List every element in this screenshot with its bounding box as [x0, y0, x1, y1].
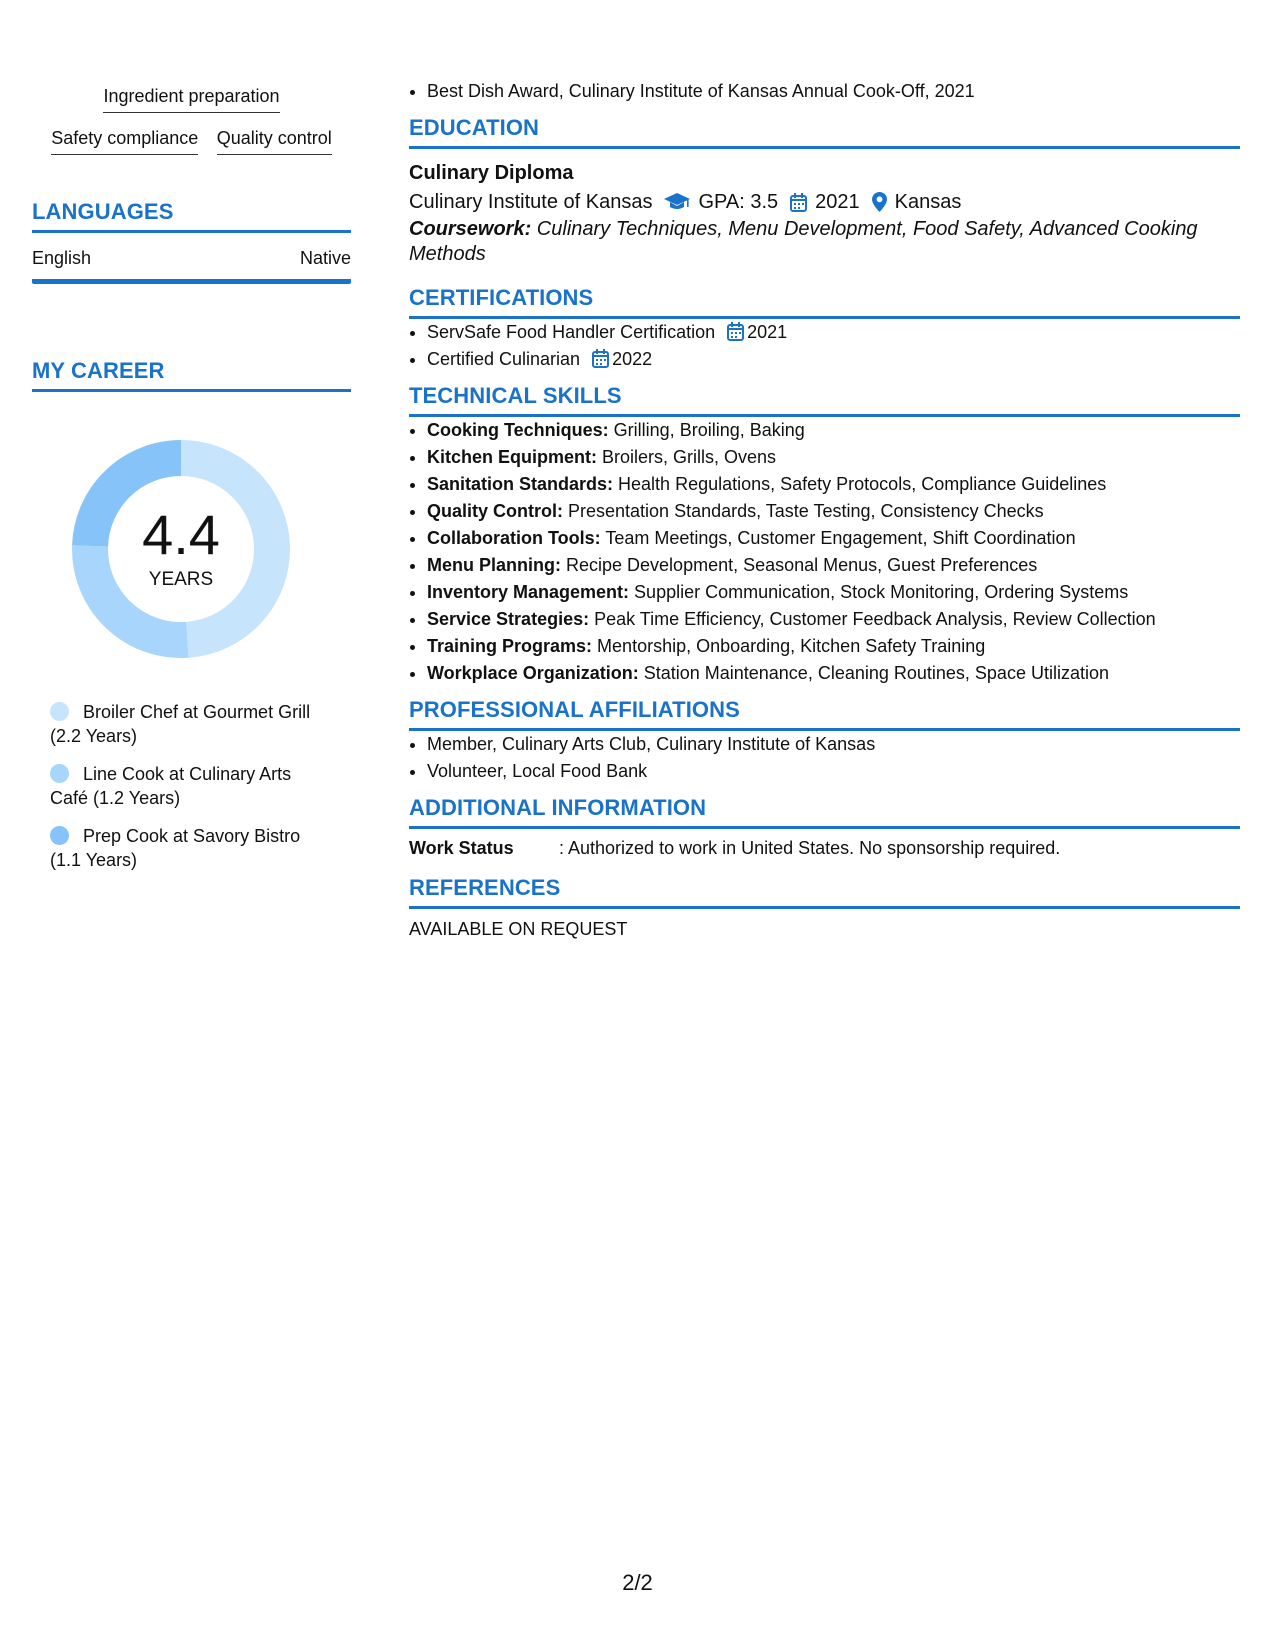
education-gpa: GPA: 3.5: [698, 191, 779, 213]
language-row: [32, 248, 351, 284]
left-column: [32, 86, 351, 886]
education-title: EDUCATION: [409, 115, 1240, 149]
certifications-title: CERTIFICATIONS: [409, 285, 1240, 319]
legend-label: Prep Cook at Savory Bistro (1.1 Years): [50, 826, 301, 870]
calendar-icon: [790, 193, 807, 212]
affiliations-list: [409, 731, 1240, 785]
certification-name: ServSafe Food Handler Certification: [427, 322, 716, 342]
technical-skill-item: [427, 579, 1240, 606]
skill-category: Service Strategies:: [427, 609, 590, 629]
languages-title: LANGUAGES: [32, 199, 351, 233]
donut-center: [66, 434, 296, 664]
career-section: [32, 358, 351, 872]
work-status-value: : Authorized to work in United States. No sponsorship required.: [559, 838, 1061, 858]
skill-values: Health Regulations, Safety Protocols, Compliance Guidelines: [613, 474, 1107, 494]
skills-list: [32, 86, 351, 155]
skill-values: Broilers, Grills, Ovens: [597, 447, 777, 467]
certification-year: 2022: [612, 349, 653, 369]
career-donut-chart: [66, 434, 296, 664]
legend-item: [50, 824, 330, 872]
skill-values: Station Maintenance, Cleaning Routines, Space Utilization: [638, 663, 1109, 683]
technical-skill-item: [427, 498, 1240, 525]
right-column: [409, 78, 1240, 940]
technical-skill-item: [427, 660, 1240, 687]
coursework-label: Coursework:: [409, 218, 532, 240]
page-number: 2/2: [622, 1570, 653, 1595]
skill-values: Team Meetings, Customer Engagement, Shift Coordination: [600, 528, 1076, 548]
technical-skill-item: [427, 444, 1240, 471]
skill-row: [32, 86, 351, 113]
certifications-list: [409, 319, 1240, 373]
coursework-list: Culinary Techniques, Menu Development, Food Safety, Advanced Cooking Methods: [409, 218, 1198, 265]
legend-item: [50, 700, 330, 748]
skill-values: Mentorship, Onboarding, Kitchen Safety Training: [592, 636, 986, 656]
work-status-label: Work Status: [409, 838, 514, 858]
skill-category: Training Programs:: [427, 636, 593, 656]
work-status-row: [409, 838, 1240, 859]
skill-values: Supplier Communication, Stock Monitoring, Ordering Systems: [629, 582, 1129, 602]
additional-info-title: ADDITIONAL INFORMATION: [409, 795, 1240, 829]
legend-dot: [50, 702, 69, 721]
skill-category: Workplace Organization:: [427, 663, 639, 683]
skill-category: Sanitation Standards:: [427, 474, 614, 494]
skill-row: [32, 128, 351, 155]
technical-skills-title: TECHNICAL SKILLS: [409, 383, 1240, 417]
graduation-cap-icon: [664, 193, 690, 211]
references-title: REFERENCES: [409, 875, 1240, 909]
language-level: Native: [299, 248, 351, 268]
skill-tag: Quality control: [217, 128, 332, 155]
career-total-years: 4.4: [142, 503, 220, 566]
career-legend: [32, 700, 351, 872]
skill-values: Peak Time Efficiency, Customer Feedback Analysis, Review Collection: [589, 609, 1156, 629]
legend-label: Broiler Chef at Gourmet Grill (2.2 Years): [50, 702, 311, 746]
languages-section: [32, 199, 351, 284]
education-year: 2021: [815, 191, 860, 213]
technical-skill-item: [427, 633, 1240, 660]
legend-dot: [50, 826, 69, 845]
language-name: English: [32, 248, 92, 268]
skill-category: Collaboration Tools:: [427, 528, 601, 548]
affiliations-title: PROFESSIONAL AFFILIATIONS: [409, 697, 1240, 731]
skill-tag: Safety compliance: [51, 128, 198, 155]
award-item: • Best Dish Award, Culinary Institute of Kansas Annual Cook-Off, 2021: [427, 78, 1240, 105]
certification-name: Certified Culinarian: [427, 349, 581, 369]
certification-item: [427, 346, 1240, 373]
references-text: AVAILABLE ON REQUEST: [409, 919, 628, 939]
technical-skill-item: [427, 417, 1240, 444]
affiliation-item: • Member, Culinary Arts Club, Culinary Institute of Kansas: [427, 731, 1240, 758]
certification-item: [427, 319, 1240, 346]
technical-skill-item: [427, 525, 1240, 552]
skill-values: Presentation Standards, Taste Testing, Consistency Checks: [563, 501, 1044, 521]
skill-values: Recipe Development, Seasonal Menus, Guest Preferences: [561, 555, 1038, 575]
skill-values: Grilling, Broiling, Baking: [608, 420, 805, 440]
skill-category: Quality Control:: [427, 501, 563, 521]
certification-year: 2021: [747, 322, 788, 342]
technical-skills-list: [409, 417, 1240, 687]
calendar-icon: [592, 349, 609, 368]
education-location: Kansas: [894, 191, 962, 213]
education-meta: [409, 187, 1240, 217]
affiliation-item: • Volunteer, Local Food Bank: [427, 758, 1240, 785]
legend-item: [50, 762, 330, 810]
skill-category: Menu Planning:: [427, 555, 561, 575]
education-degree: Culinary Diploma: [409, 162, 574, 184]
technical-skill-item: [427, 471, 1240, 498]
location-pin-icon: [872, 192, 887, 212]
skill-category: Inventory Management:: [427, 582, 630, 602]
legend-dot: [50, 764, 69, 783]
education-school: Culinary Institute of Kansas: [409, 191, 653, 213]
skill-category: Cooking Techniques:: [427, 420, 609, 440]
career-title: MY CAREER: [32, 358, 351, 392]
career-years-unit: YEARS: [148, 569, 214, 590]
calendar-icon: [727, 322, 744, 341]
education-coursework: [409, 217, 1240, 267]
legend-label: Line Cook at Culinary Arts Café (1.2 Years): [50, 764, 292, 808]
technical-skill-item: [427, 552, 1240, 579]
skill-category: Kitchen Equipment:: [427, 447, 597, 467]
skill-tag: Ingredient preparation: [103, 86, 279, 113]
technical-skill-item: [427, 606, 1240, 633]
awards-list: [409, 78, 1240, 105]
